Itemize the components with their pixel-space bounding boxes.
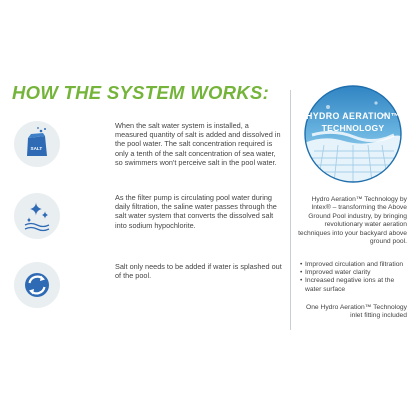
headline: HOW THE SYSTEM WORKS: xyxy=(12,82,270,103)
list-item: • Increased negative ions at the water surface xyxy=(300,277,410,293)
salt-label: SALT xyxy=(30,146,43,151)
step-text: As the filter pump is circulating pool water during daily filtration, the saline water passes through the salt water system that converts the dissolved salt into sodium hypochlorite. xyxy=(115,193,277,230)
badge-title: HYDRO AERATION™ xyxy=(306,111,400,121)
step-text: Salt only needs to be added if water is splashed out of the pool. xyxy=(115,262,282,281)
list-item: • Improved water clarity xyxy=(300,269,410,277)
list-item: • Improved circulation and filtration xyxy=(300,261,410,269)
benefit-list xyxy=(300,261,410,294)
hydro-aeration-badge xyxy=(304,85,402,183)
sparkle-droplet-icon xyxy=(14,193,60,239)
salt-bag-icon xyxy=(14,121,60,167)
inlet-fitting-note: One Hydro Aeration™ Technology inlet fitting included xyxy=(306,304,407,320)
badge-subtitle: TECHNOLOGY xyxy=(321,123,385,133)
technology-description: Hydro Aeration™ Technology by Intex® – transforming the Above Ground Pool industry, by bringing revolutionary water aeration techniques into your backyard above ground pool. xyxy=(298,196,407,246)
recycle-arrows-icon xyxy=(14,262,60,308)
step-text: When the salt water system is installed, a measured quantity of salt is added and dissolved in the pool water. The salt concentration required is only a tenth of the salt concentration of sea water, so swimmers won't perceive salt in the pool water. xyxy=(115,121,281,167)
vertical-divider xyxy=(290,90,291,330)
